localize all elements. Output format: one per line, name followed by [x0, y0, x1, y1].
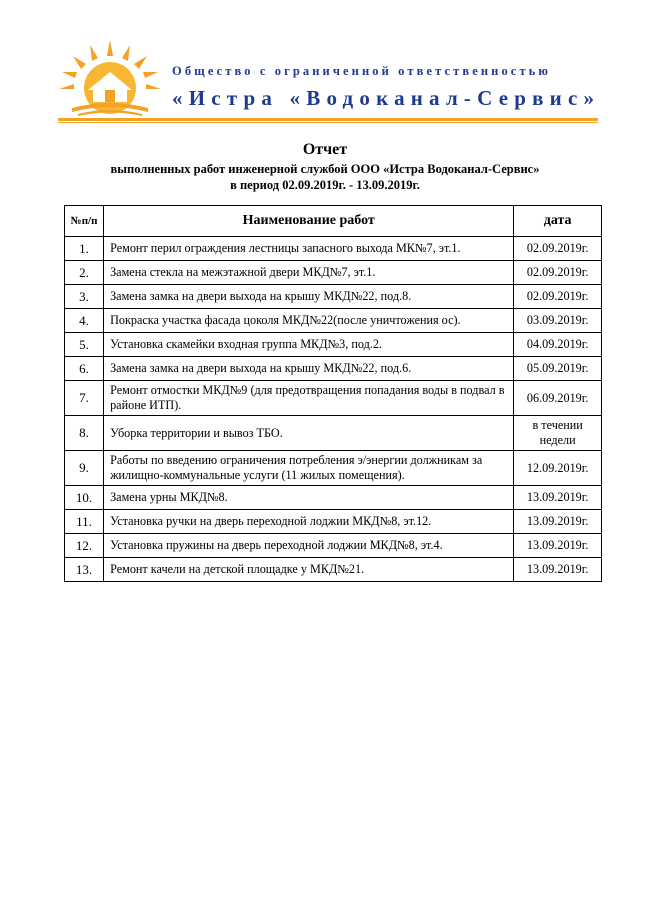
table-row [65, 486, 602, 510]
col-header-name: Наименование работ [104, 206, 514, 237]
row-work-name: Замена стекла на межэтажной двери МКД№7, эт.1. [104, 261, 514, 285]
row-work-name: Замена замка на двери выхода на крышу МКД№22, под.8. [104, 285, 514, 309]
report-subtitle: выполненных работ инженерной службой ООО «Истра Водоканал-Сервис» [110, 162, 540, 176]
row-num: 1. [65, 237, 104, 261]
table-row [65, 534, 602, 558]
row-work-name: Установка пружины на дверь переходной лоджии МКД№8, эт.4. [104, 534, 514, 558]
table-row [65, 357, 602, 381]
table-row [65, 285, 602, 309]
row-num: 3. [65, 285, 104, 309]
row-num: 5. [65, 333, 104, 357]
row-date: 12.09.2019г. [514, 451, 602, 486]
row-num: 6. [65, 357, 104, 381]
row-num: 10. [65, 486, 104, 510]
table-row [65, 261, 602, 285]
row-date: 04.09.2019г. [514, 333, 602, 357]
table-row [65, 237, 602, 261]
row-num: 4. [65, 309, 104, 333]
org-type-label: Общество с ограниченной ответственностью [172, 64, 552, 78]
row-num: 11. [65, 510, 104, 534]
row-work-name: Ремонт качели на детской площадке у МКД№21. [104, 558, 514, 582]
row-date: 05.09.2019г. [514, 357, 602, 381]
table-row [65, 451, 602, 486]
row-work-name: Установка ручки на дверь переходной лоджии МКД№8, эт.12. [104, 510, 514, 534]
table-row [65, 381, 602, 416]
col-header-date: дата [514, 206, 602, 237]
row-date: 03.09.2019г. [514, 309, 602, 333]
row-work-name: Ремонт отмостки МКД№9 (для предотвращения попадания воды в подвал в районе ИТП). [104, 381, 514, 416]
table-row [65, 309, 602, 333]
row-num: 9. [65, 451, 104, 486]
row-date: 02.09.2019г. [514, 285, 602, 309]
row-num: 12. [65, 534, 104, 558]
header-divider [58, 118, 598, 121]
table-row [65, 558, 602, 582]
row-date: в течении недели [514, 416, 602, 451]
org-name-label: «Истра «Водоканал-Сервис» [172, 86, 601, 110]
report-title: Отчет [302, 141, 348, 158]
row-work-name: Замена урны МКД№8. [104, 486, 514, 510]
table-row [65, 510, 602, 534]
header-divider-thin [58, 122, 598, 123]
works-table [64, 205, 602, 582]
row-work-name: Замена замка на двери выхода на крышу МКД№22, под.6. [104, 357, 514, 381]
row-work-name: Установка скамейки входная группа МКД№3, под.2. [104, 333, 514, 357]
row-work-name: Работы по введению ограничения потребления э/энергии должникам за жилищно-коммунальные услуги (11 жилых помещения). [104, 451, 514, 486]
row-work-name: Ремонт перил ограждения лестницы запасного выхода МК№7, эт.1. [104, 237, 514, 261]
table-row [65, 416, 602, 451]
row-date: 06.09.2019г. [514, 381, 602, 416]
row-date: 02.09.2019г. [514, 261, 602, 285]
row-date: 13.09.2019г. [514, 558, 602, 582]
row-date: 13.09.2019г. [514, 510, 602, 534]
row-date: 13.09.2019г. [514, 534, 602, 558]
row-num: 13. [65, 558, 104, 582]
row-work-name: Уборка территории и вывоз ТБО. [104, 416, 514, 451]
row-work-name: Покраска участка фасада цоколя МКД№22(после уничтожения ос). [104, 309, 514, 333]
col-header-num: №п/п [65, 206, 104, 237]
report-period: в период 02.09.2019г. - 13.09.2019г. [230, 178, 420, 192]
row-num: 8. [65, 416, 104, 451]
row-num: 2. [65, 261, 104, 285]
row-date: 02.09.2019г. [514, 237, 602, 261]
table-header-row [65, 206, 602, 237]
table-row [65, 333, 602, 357]
sun-house-logo-icon [58, 38, 162, 118]
row-num: 7. [65, 381, 104, 416]
row-date: 13.09.2019г. [514, 486, 602, 510]
